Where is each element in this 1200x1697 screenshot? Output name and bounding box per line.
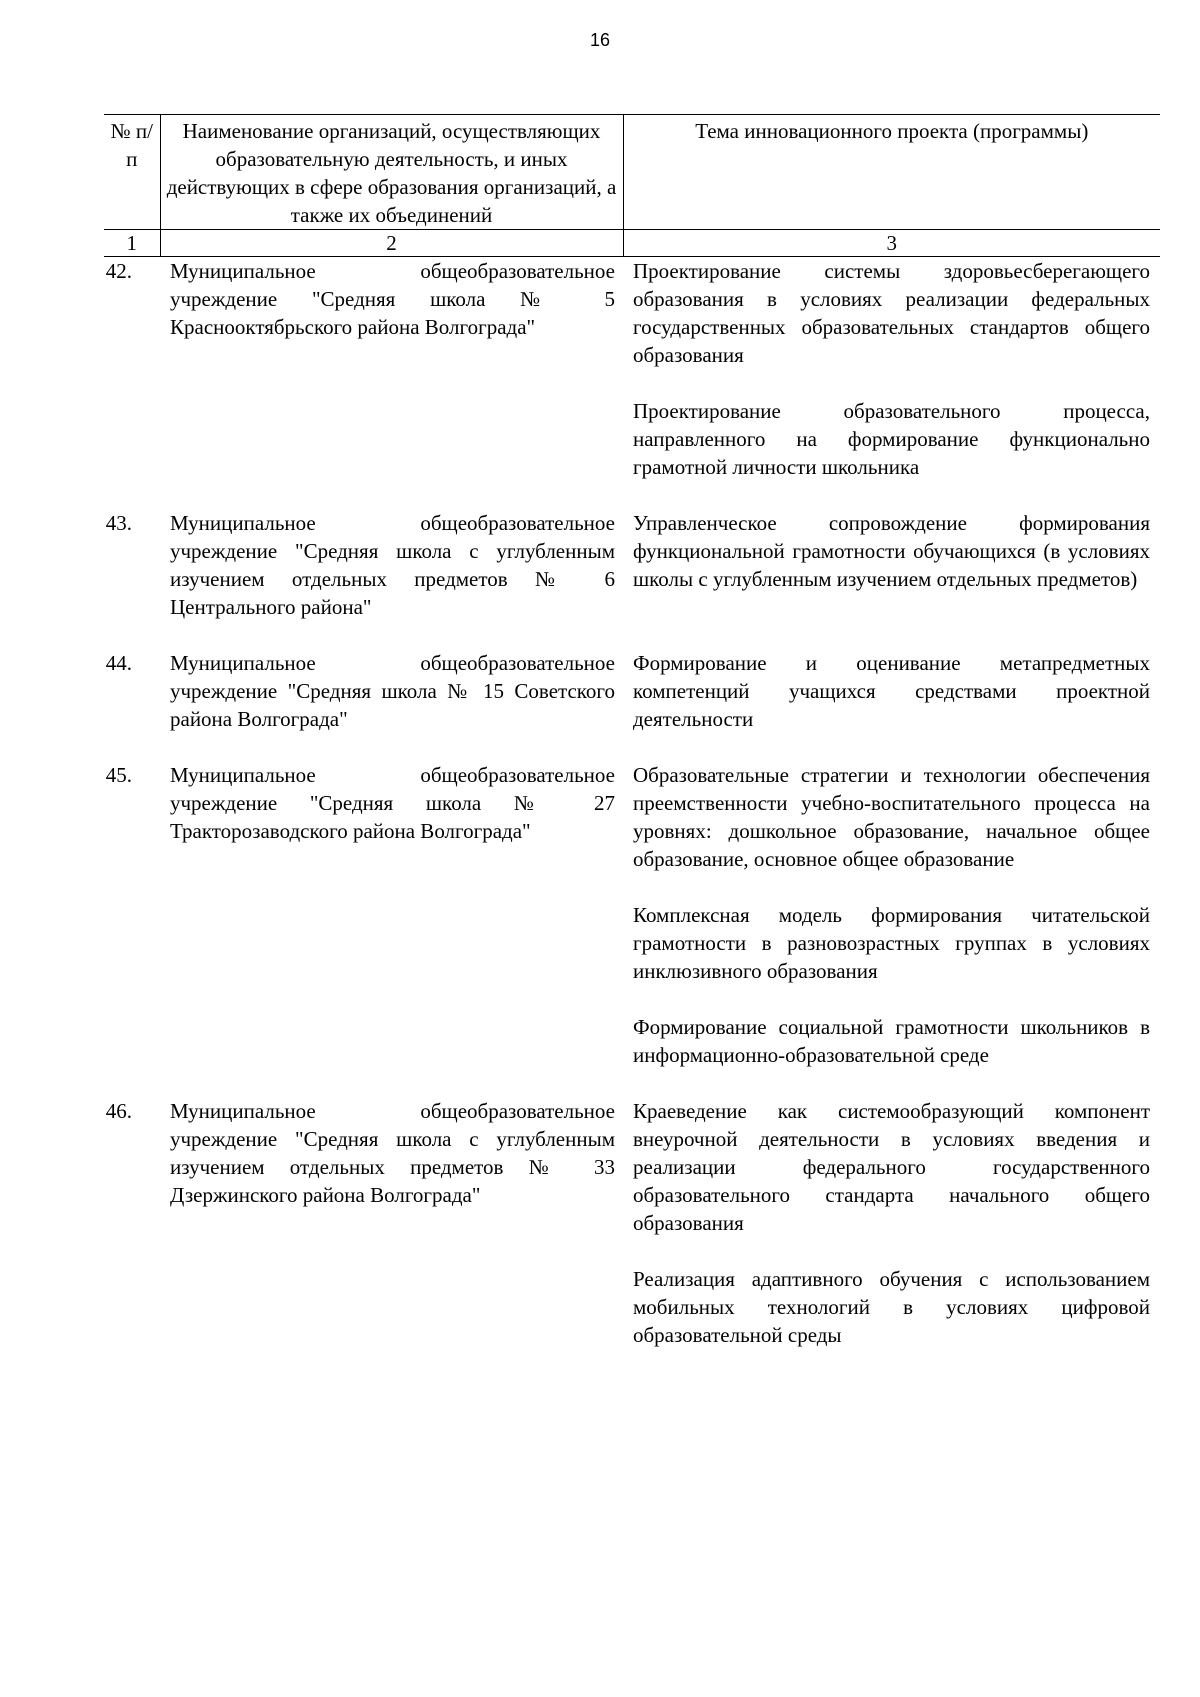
header-project-topic: Тема инновационного проекта (программы) [623,115,1160,230]
row-number: 43. [105,511,132,535]
row-number: 45. [105,763,132,787]
row-number: 44. [105,651,132,675]
table-row [104,761,1160,1097]
project-topic: Проектирование системы здоровьесберегающего образования в условиях реализации федеральных государственных образовательных стандартов общего образования [633,259,1150,367]
project-topic: Комплексная модель формирования читательской грамотности в разновозрастных группах в условиях инклюзивного образования [633,903,1150,983]
table-row [104,649,1160,761]
page-number: 16 [589,30,611,50]
header-organization: Наименование организаций, осуществляющих образовательную деятельность, и иных действующих в сфере образования организаций, а также их объединений [160,115,623,230]
table-header-row [104,115,1160,230]
project-topic: Управленческое сопровождение формирования функциональной грамотности обучающихся (в условиях школы с углубленным изучением отдельных предметов) [633,511,1150,591]
table-row [104,257,1160,510]
project-topics [623,761,1160,1097]
project-topic: Краеведение как системообразующий компонент внеурочной деятельности в условиях введения и реализации федерального государственного образовательного стандарта начального общего образования [633,1099,1150,1235]
project-topic: Проектирование образовательного процесса, направленного на формирование функционально грамотной личности школьника [633,399,1150,479]
organization-name: Муниципальное общеобразовательное учреждение "Средняя школа № 27 Тракторозаводского района Волгограда" [170,763,615,843]
project-topics [623,257,1160,510]
organization-name: Муниципальное общеобразовательное учреждение "Средняя школа № 5 Краснооктябрьского района Волгограда" [170,259,615,339]
project-topics [623,509,1160,649]
column-numbers-row [104,230,1160,257]
project-topics [623,1097,1160,1349]
header-number: № п/п [104,115,160,230]
project-topics [623,649,1160,761]
column-number: 3 [623,230,1160,257]
project-topic: Образовательные стратегии и технологии обеспечения преемственности учебно-воспитательного процесса на уровнях: дошкольное образование, начальное общее образование, основное общее образование [633,763,1150,871]
row-number: 46. [105,1099,132,1123]
organization-name: Муниципальное общеобразовательное учреждение "Средняя школа № 15 Советского района Волгограда" [170,651,615,731]
project-topic: Реализация адаптивного обучения с использованием мобильных технологий в условиях цифровой образовательной среды [633,1267,1150,1347]
organization-name: Муниципальное общеобразовательное учреждение "Средняя школа с углубленным изучением отдельных предметов № 33 Дзержинского района Волгограда" [170,1099,615,1207]
column-number: 2 [160,230,623,257]
innovation-projects-table [104,114,1160,1349]
project-topic: Формирование социальной грамотности школьников в информационно-образовательной среде [633,1015,1150,1067]
row-number: 42. [105,259,132,283]
organization-name: Муниципальное общеобразовательное учреждение "Средняя школа с углубленным изучением отдельных предметов № 6 Центрального района" [170,511,615,619]
project-topic: Формирование и оценивание метапредметных компетенций учащихся средствами проектной деятельности [633,651,1150,731]
table-row [104,1097,1160,1349]
column-number: 1 [104,230,160,257]
table-row [104,509,1160,649]
